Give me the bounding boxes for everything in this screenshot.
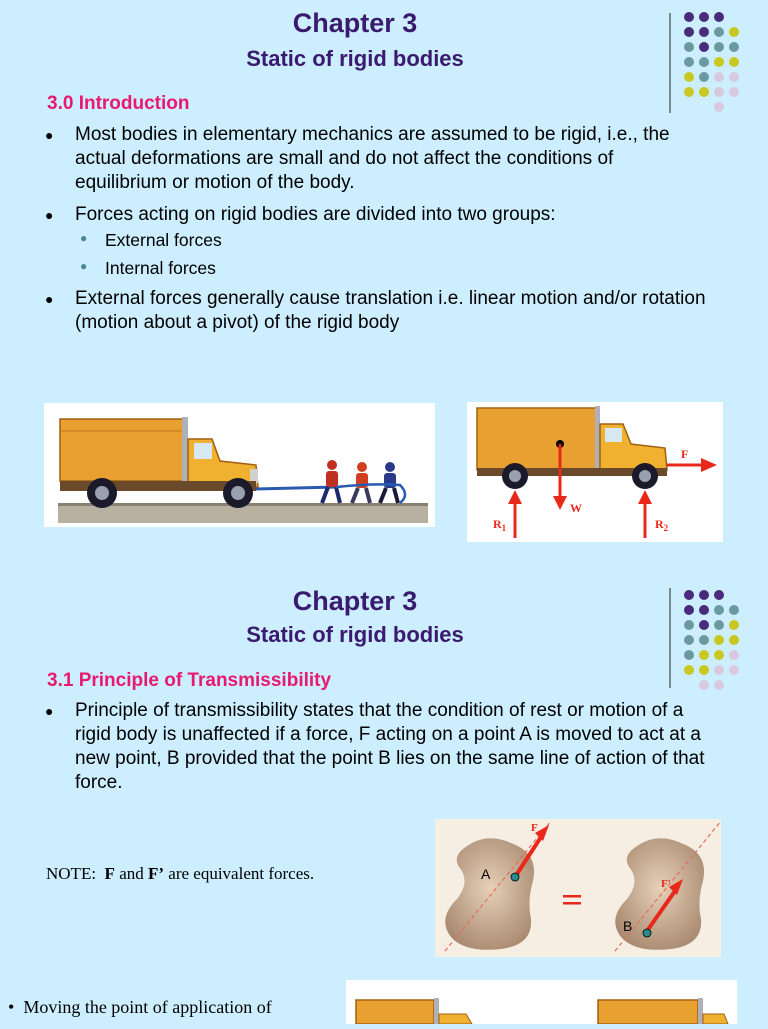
bullet-marker: ● bbox=[45, 703, 54, 719]
point-label-B: B bbox=[623, 918, 633, 934]
bullet-3: ● External forces generally cause translation i.e. linear motion and/or rotation (motion about a pivot) of the rigid body bbox=[45, 288, 706, 333]
force-label-F-prime: F' bbox=[661, 878, 671, 890]
force-label-F: F bbox=[531, 822, 538, 834]
bullet-marker: ● bbox=[80, 231, 88, 245]
chapter-subtitle: Static of rigid bodies bbox=[246, 46, 464, 71]
truck-tug-illustration bbox=[44, 403, 435, 527]
section-heading: 3.1 Principle of Transmissibility bbox=[47, 670, 332, 691]
truck-tug-image bbox=[44, 403, 435, 527]
bottom-truck-image bbox=[346, 980, 737, 1024]
truck-force-diagram bbox=[467, 402, 723, 542]
bottom-truck-illustration bbox=[346, 980, 737, 1024]
truck-force-illustration bbox=[467, 402, 723, 542]
chapter-subtitle: Static of rigid bodies bbox=[246, 622, 464, 647]
bullet-2: ● Forces acting on rigid bodies are divided into two groups: bbox=[45, 204, 556, 225]
bullet-marker: • bbox=[8, 997, 24, 1017]
transmissibility-illustration bbox=[435, 819, 721, 957]
decor-vertical-line bbox=[669, 588, 671, 688]
bullet-marker: ● bbox=[80, 259, 88, 273]
sub-bullet-2: ● Internal forces bbox=[80, 258, 216, 278]
decor-vertical-line bbox=[669, 13, 671, 113]
chapter-title: Chapter 3 bbox=[292, 586, 418, 616]
bullet-marker: ● bbox=[45, 127, 54, 143]
transmissibility-diagram bbox=[435, 819, 721, 957]
bullet-marker: ● bbox=[45, 207, 54, 223]
bullet-transmissibility: ● Principle of transmissibility states that the condition of rest or motion of a rigid body is unaffected if a force, F acting on a point A is moved to act at a new point, B provided that the point B lies on the same line of action of that force. bbox=[45, 700, 705, 793]
slide-2 bbox=[0, 580, 768, 1024]
chapter-title: Chapter 3 bbox=[292, 8, 418, 38]
note-text: NOTE: F and F’ are equivalent forces. bbox=[46, 864, 315, 883]
force-label-F: F bbox=[681, 447, 689, 461]
force-label-W: W bbox=[570, 501, 582, 515]
bottom-bullet: • Moving the point of application of bbox=[8, 997, 272, 1017]
force-label-R1: $R_1$ bbox=[493, 517, 507, 533]
section-heading: 3.0 Introduction bbox=[47, 93, 190, 114]
bullet-1: ● Most bodies in elementary mechanics are assumed to be rigid, i.e., the actual deformations are small and do not affect the conditions of equilibrium or motion of the body. bbox=[45, 124, 670, 193]
force-label-R2: $R_2$ bbox=[655, 517, 669, 533]
bullet-marker: ● bbox=[45, 291, 54, 307]
point-label-A: A bbox=[481, 866, 491, 882]
sub-bullet-1: ● External forces bbox=[80, 230, 222, 250]
